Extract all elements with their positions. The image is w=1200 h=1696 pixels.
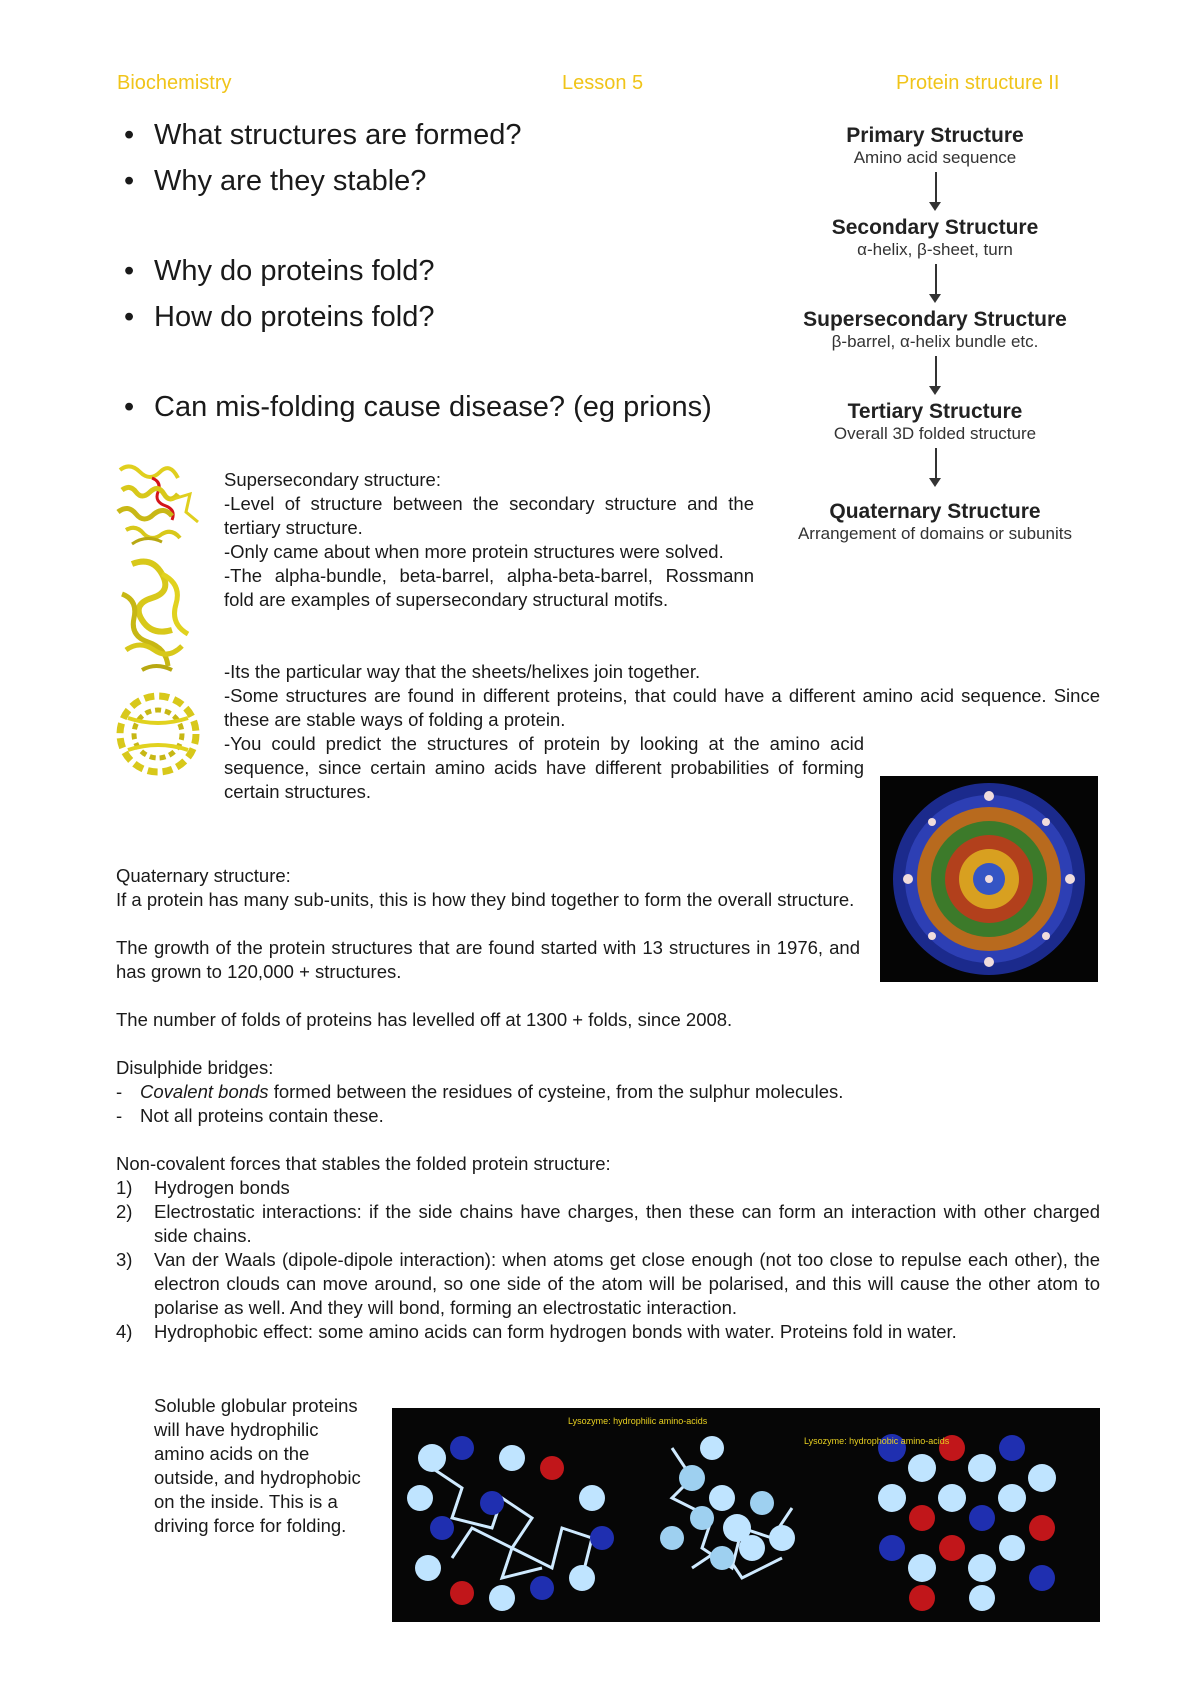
body-text: If a protein has many sub-units, this is how they bind together to form the overall structure. bbox=[116, 889, 855, 910]
emphasis-text: Covalent bonds bbox=[140, 1081, 269, 1102]
step-title: Quaternary Structure bbox=[829, 500, 1041, 523]
section-heading: Non-covalent forces that stables the folded protein structure: bbox=[116, 1153, 611, 1174]
body-text: Hydrophobic effect: some amino acids can form hydrogen bonds with water. Proteins fold in water. bbox=[154, 1321, 957, 1342]
list-item bbox=[116, 1248, 1100, 1320]
hierarchy-step-secondary bbox=[770, 216, 1100, 260]
question-item: • Why do proteins fold? bbox=[120, 248, 712, 294]
structure-hierarchy-diagram bbox=[770, 124, 1100, 544]
step-subtitle: Overall 3D folded structure bbox=[833, 424, 1037, 443]
down-arrow-icon bbox=[770, 444, 1100, 500]
supersecondary-section-cont bbox=[224, 660, 1100, 732]
body-text: Soluble globular proteins will have hydrophilic amino acids on the outside, and hydrophobic on the inside. This is a driving force for folding. bbox=[154, 1395, 361, 1536]
lysozyme-image bbox=[392, 1408, 1100, 1622]
body-text: -Some structures are found in different proteins, that could have a different amino acid sequence. Since these are stable ways of folding a protein. bbox=[224, 685, 1100, 730]
question-item: • How do proteins fold? bbox=[120, 294, 712, 340]
body-text: Hydrogen bonds bbox=[154, 1177, 290, 1198]
step-subtitle: β-barrel, α-helix bundle etc. bbox=[831, 332, 1039, 351]
section-heading: Disulphide bridges: bbox=[116, 1057, 274, 1078]
list-number: 1) bbox=[116, 1177, 133, 1198]
step-subtitle: α-helix, β-sheet, turn bbox=[857, 240, 1013, 259]
supersecondary-section-cont2 bbox=[224, 732, 864, 804]
body-text: -You could predict the structures of protein by looking at the amino acid sequence, since certain amino acids have different probabilities of forming certain structures. bbox=[224, 733, 864, 802]
step-title: Primary Structure bbox=[846, 124, 1024, 147]
list-number: 2) bbox=[116, 1201, 133, 1222]
list-item bbox=[116, 1200, 1100, 1248]
step-subtitle: Arrangement of domains or subunits bbox=[797, 524, 1073, 543]
step-title: Secondary Structure bbox=[831, 216, 1039, 239]
question-item: • What structures are formed? bbox=[120, 112, 712, 158]
body-text: -Level of structure between the secondary structure and the tertiary structure. bbox=[224, 493, 754, 538]
header-topic: Protein structure II bbox=[896, 72, 1060, 94]
body-text: formed between the residues of cysteine, from the sulphur molecules. bbox=[268, 1081, 844, 1102]
growth-section bbox=[116, 1008, 876, 1032]
disulphide-section bbox=[116, 1056, 1100, 1128]
step-title: Supersecondary Structure bbox=[803, 308, 1067, 331]
down-arrow-icon bbox=[770, 168, 1100, 216]
question-item: • Why are they stable? bbox=[120, 158, 712, 204]
hydrophobic-continuation bbox=[154, 1394, 364, 1538]
down-arrow-icon bbox=[770, 260, 1100, 308]
step-title: Tertiary Structure bbox=[847, 400, 1023, 423]
question-item: • Can mis-folding cause disease? (eg prions) bbox=[120, 384, 712, 430]
body-text: The growth of the protein structures that are found started with 13 structures in 1976, and has grown to 120,000 + structures. bbox=[116, 937, 860, 982]
lysozyme-hydrophilic-label: Lysozyme: hydrophilic amino-acids bbox=[568, 1416, 708, 1426]
noncovalent-section bbox=[116, 1152, 1100, 1344]
list-number: 4) bbox=[116, 1321, 133, 1342]
noncovalent-list bbox=[116, 1176, 1100, 1344]
supersecondary-section bbox=[224, 468, 754, 612]
question-list bbox=[120, 112, 712, 430]
body-text: Van der Waals (dipole-dipole interaction): when atoms get close enough (not too close to repulse each other), the electron clouds can move around, so one side of the atom will be polarised, and this will cause the other atom to polarise as well. And they will bond, forming an electrostatic interaction. bbox=[154, 1249, 1100, 1318]
lysozyme-hydrophobic-label: Lysozyme: hydrophobic amino-acids bbox=[804, 1436, 950, 1446]
hierarchy-step-tertiary bbox=[770, 400, 1100, 444]
protein-ribbon-image bbox=[112, 460, 204, 552]
section-heading: Supersecondary structure: bbox=[224, 469, 441, 490]
header-lesson: Lesson 5 bbox=[562, 72, 644, 94]
hierarchy-step-quaternary bbox=[770, 500, 1100, 544]
protein-ribbon-image bbox=[112, 554, 204, 684]
body-text: -Only came about when more protein structures were solved. bbox=[224, 541, 724, 562]
protein-barrel-image bbox=[112, 688, 204, 780]
list-item bbox=[116, 1176, 1100, 1200]
quaternary-section bbox=[116, 864, 860, 984]
hierarchy-step-supersecondary bbox=[770, 308, 1100, 352]
step-subtitle: Amino acid sequence bbox=[853, 148, 1017, 167]
list-item bbox=[116, 1320, 1100, 1344]
list-item bbox=[116, 1080, 1100, 1104]
body-text: -Its the particular way that the sheets/helixes join together. bbox=[224, 661, 701, 682]
body-text: -The alpha-bundle, beta-barrel, alpha-beta-barrel, Rossmann fold are examples of supersecondary structural motifs. bbox=[224, 565, 754, 610]
list-item: - Not all proteins contain these. bbox=[116, 1104, 1100, 1128]
header-subject: Biochemistry bbox=[117, 72, 232, 94]
hierarchy-step-primary bbox=[770, 124, 1100, 168]
down-arrow-icon bbox=[770, 352, 1100, 400]
body-text: Electrostatic interactions: if the side chains have charges, then these can form an interaction with other charged side chains. bbox=[154, 1201, 1100, 1246]
list-number: 3) bbox=[116, 1249, 133, 1270]
body-text: The number of folds of proteins has levelled off at 1300 + folds, since 2008. bbox=[116, 1009, 733, 1030]
section-heading: Quaternary structure: bbox=[116, 865, 291, 886]
quaternary-structure-image bbox=[880, 776, 1098, 982]
